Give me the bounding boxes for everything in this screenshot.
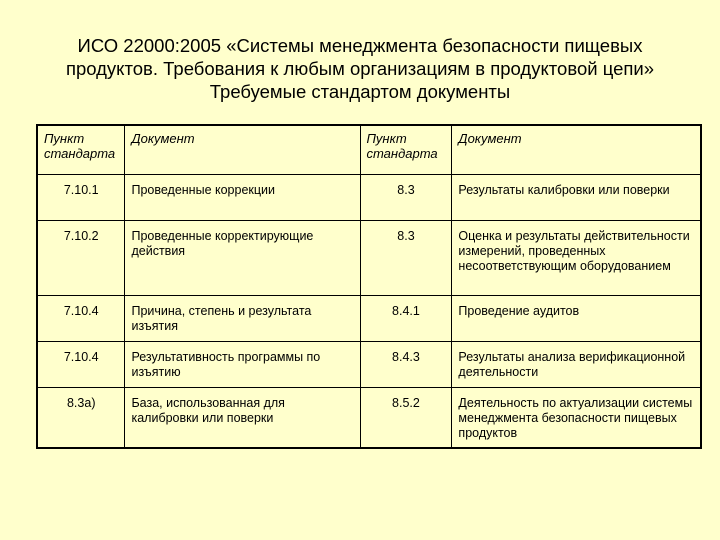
- clause-cell: 8.4.1: [360, 296, 452, 342]
- clause-cell: 7.10.2: [37, 221, 125, 296]
- document-cell: Причина, степень и результата изъятия: [125, 296, 360, 342]
- clause-cell: 8.3: [360, 175, 452, 221]
- document-cell: База, использованная для калибровки или поверки: [125, 388, 360, 449]
- clause-cell: 8.4.3: [360, 342, 452, 388]
- title-line-3: Требуемые стандартом документы: [209, 81, 511, 102]
- document-cell: Проведение аудитов: [452, 296, 701, 342]
- header-clause: Пункт стандарта: [37, 125, 125, 175]
- table-header-row: [37, 125, 701, 175]
- slide-title: [40, 34, 680, 103]
- document-cell: Деятельность по актуализации системы менеджмента безопасности пищевых продуктов: [452, 388, 701, 449]
- clause-cell: 7.10.4: [37, 342, 125, 388]
- clause-cell: 8.5.2: [360, 388, 452, 449]
- table-row: [37, 221, 701, 296]
- document-cell: Проведенные корректирующие действия: [125, 221, 360, 296]
- title-line-2: продуктов. Требования к любым организациям в продуктовой цепи»: [65, 58, 655, 79]
- clause-cell: 8.3а): [37, 388, 125, 449]
- table-row: [37, 342, 701, 388]
- document-cell: Результаты калибровки или поверки: [452, 175, 701, 221]
- header-document: Документ: [452, 125, 701, 175]
- table-row: [37, 175, 701, 221]
- document-cell: Проведенные коррекции: [125, 175, 360, 221]
- clause-cell: 7.10.4: [37, 296, 125, 342]
- title-line-1: ИСО 22000:2005 «Системы менеджмента безопасности пищевых: [77, 35, 643, 56]
- document-cell: Результативность программы по изъятию: [125, 342, 360, 388]
- header-clause: Пункт стандарта: [360, 125, 452, 175]
- document-cell: Результаты анализа верификационной деятельности: [452, 342, 701, 388]
- documents-table: [36, 124, 702, 449]
- table-row: [37, 388, 701, 449]
- clause-cell: 8.3: [360, 221, 452, 296]
- header-document: Документ: [125, 125, 360, 175]
- document-cell: Оценка и результаты действительности измерений, проведенных несоответствующим оборудованием: [452, 221, 701, 296]
- table-row: [37, 296, 701, 342]
- clause-cell: 7.10.1: [37, 175, 125, 221]
